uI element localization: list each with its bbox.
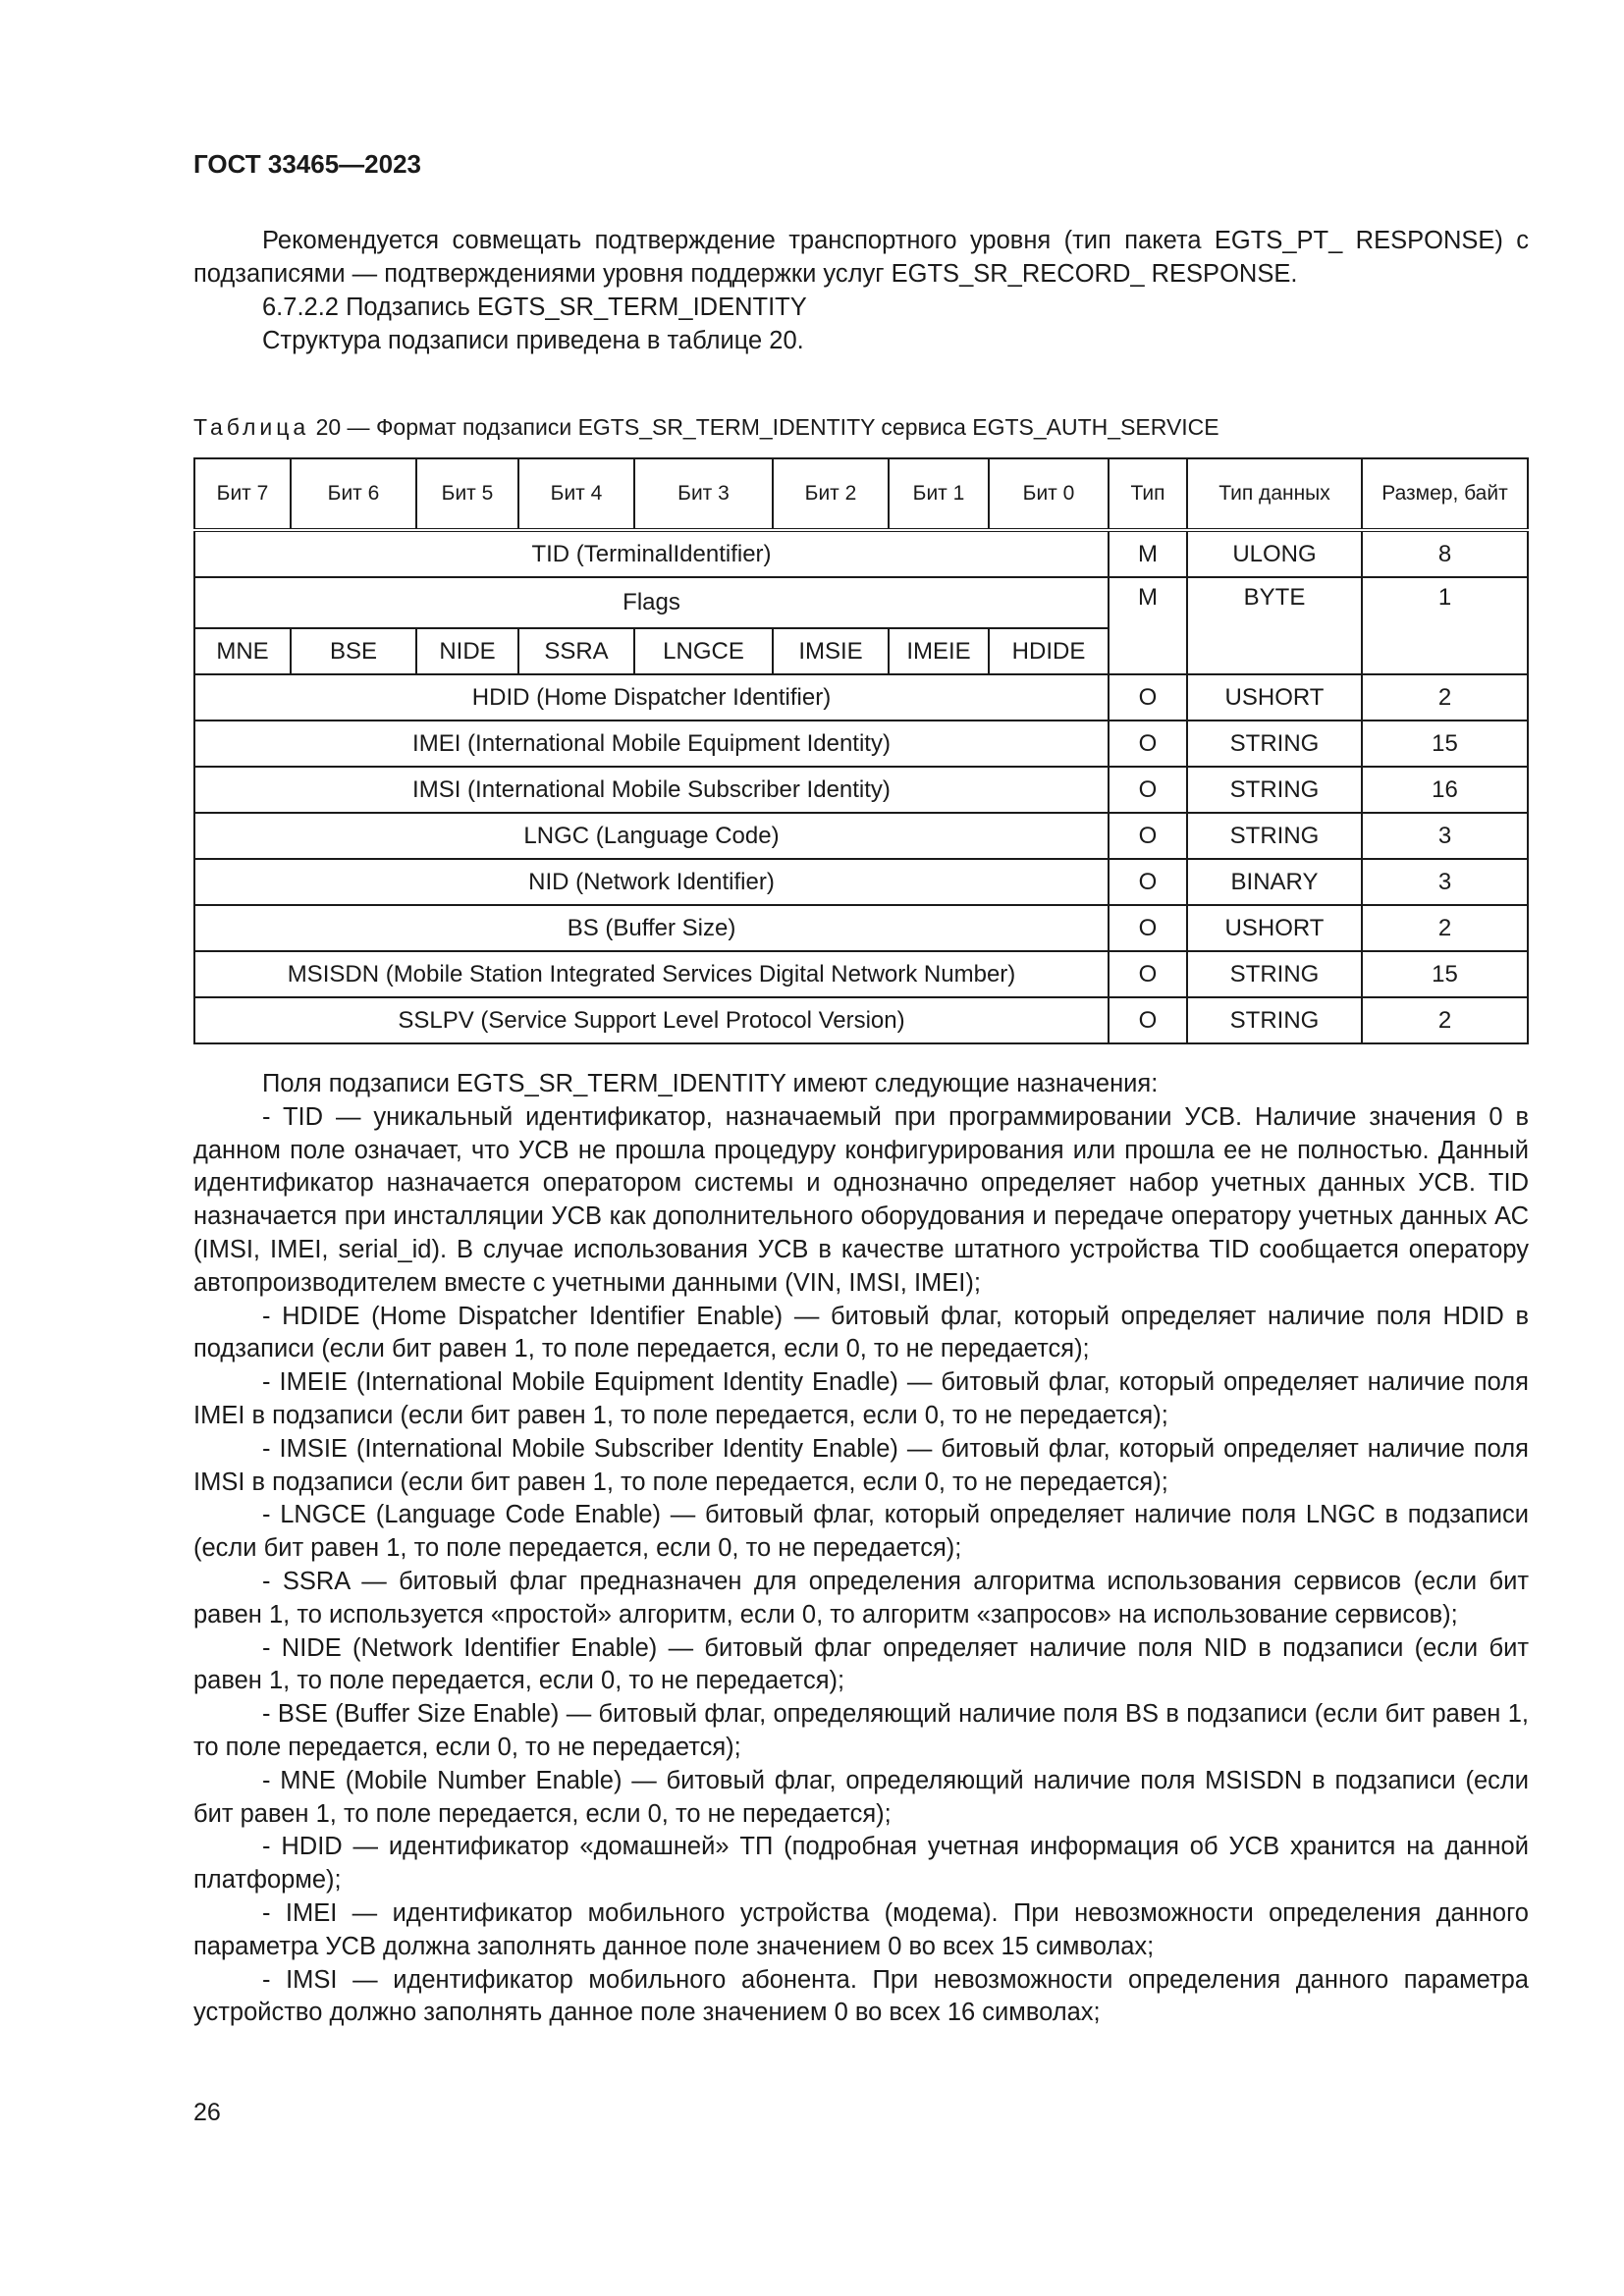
table-row xyxy=(194,859,1528,905)
description-paragraph: - IMEIE (International Mobile Equipment Identity Enadle) — битовый флаг, который определяет наличие поля IMEI в подзаписи (если бит равен 1, то поле передается, если 0, то не передается); xyxy=(193,1368,1529,1429)
field-datatype-cell: USHORT xyxy=(1187,905,1362,951)
table-row xyxy=(194,813,1528,859)
field-name-cell: BS (Buffer Size) xyxy=(194,905,1109,951)
field-name-cell: NID (Network Identifier) xyxy=(194,859,1109,905)
table-row xyxy=(194,577,1528,628)
field-size-cell: 3 xyxy=(1362,813,1528,859)
field-datatype-cell: STRING xyxy=(1187,997,1362,1043)
empty-cell xyxy=(1362,628,1528,674)
intro-section xyxy=(193,224,1529,357)
description-paragraph: - HDIDE (Home Dispatcher Identifier Enable) — битовый флаг, который определяет наличие поля HDID в подзаписи (если бит равен 1, то поле передается, если 0, то не передается); xyxy=(193,1302,1529,1363)
table-row xyxy=(194,674,1528,721)
header-cell: Бит 5 xyxy=(416,458,518,530)
table-row xyxy=(194,951,1528,997)
format-table xyxy=(193,457,1529,1044)
field-datatype-cell: STRING xyxy=(1187,767,1362,813)
header-cell: Бит 1 xyxy=(889,458,989,530)
table-row xyxy=(194,905,1528,951)
description-paragraph: Поля подзаписи EGTS_SR_TERM_IDENTITY имеют следующие назначения: xyxy=(262,1070,1159,1097)
field-type-cell: M xyxy=(1109,530,1187,577)
field-name-cell: IMEI (International Mobile Equipment Identity) xyxy=(194,721,1109,767)
field-name-cell: MSISDN (Mobile Station Integrated Services Digital Network Number) xyxy=(194,951,1109,997)
flag-bit-cell: SSRA xyxy=(518,628,634,674)
field-name-cell: LNGC (Language Code) xyxy=(194,813,1109,859)
table-header-row xyxy=(194,458,1528,530)
header-cell: Бит 2 xyxy=(773,458,889,530)
field-size-cell: 2 xyxy=(1362,997,1528,1043)
field-size-cell: 15 xyxy=(1362,721,1528,767)
table-row xyxy=(194,997,1528,1043)
field-size-cell: 2 xyxy=(1362,674,1528,721)
header-cell: Размер, байт xyxy=(1362,458,1528,530)
field-type-cell: O xyxy=(1109,905,1187,951)
field-size-cell: 16 xyxy=(1362,767,1528,813)
field-name-cell: HDID (Home Dispatcher Identifier) xyxy=(194,674,1109,721)
field-type-cell: O xyxy=(1109,721,1187,767)
description-paragraph: - HDID — идентификатор «домашней» ТП (подробная учетная информация об УСВ хранится на данной платформе); xyxy=(193,1833,1529,1895)
field-name-cell: IMSI (International Mobile Subscriber Identity) xyxy=(194,767,1109,813)
flag-bit-cell: MNE xyxy=(194,628,291,674)
field-size-cell: 3 xyxy=(1362,859,1528,905)
flag-bit-cell: HDIDE xyxy=(989,628,1109,674)
field-type-cell: M xyxy=(1109,577,1187,628)
header-cell: Бит 3 xyxy=(634,458,773,530)
intro-paragraph: Рекомендуется совмещать подтверждение транспортного уровня (тип пакета EGTS_PT_ RESPONSE) с подзаписями — подтверждениями уровня поддержки услуг EGTS_SR_RECORD_ RESPONSE. xyxy=(193,227,1529,288)
empty-cell xyxy=(1187,628,1362,674)
document-header: ГОСТ 33465—2023 xyxy=(193,149,421,179)
field-size-cell: 8 xyxy=(1362,530,1528,577)
field-size-cell: 1 xyxy=(1362,577,1528,628)
table-row xyxy=(194,721,1528,767)
flag-bit-cell: IMSIE xyxy=(773,628,889,674)
field-datatype-cell: BINARY xyxy=(1187,859,1362,905)
field-type-cell: O xyxy=(1109,767,1187,813)
field-datatype-cell: STRING xyxy=(1187,951,1362,997)
field-size-cell: 15 xyxy=(1362,951,1528,997)
field-datatype-cell: STRING xyxy=(1187,721,1362,767)
header-cell: Бит 0 xyxy=(989,458,1109,530)
header-cell: Бит 6 xyxy=(291,458,416,530)
description-paragraph: - IMSI — идентификатор мобильного абонента. При невозможности определения данного параметра устройство должно заполнять данное поле значением 0 во всех 16 символах; xyxy=(193,1965,1529,2027)
field-type-cell: O xyxy=(1109,951,1187,997)
page-number: 26 xyxy=(193,2099,221,2126)
description-paragraph: - LNGCE (Language Code Enable) — битовый флаг, который определяет наличие поля LNGC в подзаписи (если бит равен 1, то поле передается, если 0, то не передается); xyxy=(193,1501,1529,1563)
header-cell: Бит 4 xyxy=(518,458,634,530)
header-cell: Бит 7 xyxy=(194,458,291,530)
flag-bit-cell: BSE xyxy=(291,628,416,674)
flag-bit-cell: IMEIE xyxy=(889,628,989,674)
intro-paragraph: Структура подзаписи приведена в таблице 20. xyxy=(262,327,804,354)
field-datatype-cell: STRING xyxy=(1187,813,1362,859)
field-datatype-cell: USHORT xyxy=(1187,674,1362,721)
empty-cell xyxy=(1109,628,1187,674)
table-row xyxy=(194,767,1528,813)
flag-bit-cell: LNGCE xyxy=(634,628,773,674)
table-caption-text: 20 — Формат подзаписи EGTS_SR_TERM_IDENTITY сервиса EGTS_AUTH_SERVICE xyxy=(309,414,1219,440)
flag-bits-row xyxy=(194,628,1528,674)
field-size-cell: 2 xyxy=(1362,905,1528,951)
description-paragraph: - MNE (Mobile Number Enable) — битовый флаг, определяющий наличие поля MSISDN в подзаписи (если бит равен 1, то поле передается, если 0, то не передается); xyxy=(193,1766,1529,1828)
description-paragraph: - TID — уникальный идентификатор, назначаемый при программировании УСВ. Наличие значения 0 в данном поле означает, что УСВ не прошла процедуру конфигурирования или прошла ее не полностью. Данный идентификатор назначается оператором системы и однозначно определяет набор учетных данных УСВ. TID назначается при инсталляции УСВ как дополнительного оборудования и передаче оператору учетных данных АС (IMSI, IMEI, serial_id). В случае использования УСВ в качестве штатного устройства TID сообщается оператору автопроизводителем вместе с учетными данными (VIN, IMSI, IMEI); xyxy=(193,1102,1529,1297)
header-cell: Тип данных xyxy=(1187,458,1362,530)
table-caption-label: Таблица xyxy=(193,414,310,440)
description-paragraph: - SSRA — битовый флаг предназначен для определения алгоритма использования сервисов (если бит равен 1, то используется «простой» алгоритм, если 0, то алгоритм «запросов» на использование сервисов); xyxy=(193,1567,1529,1629)
field-name-cell: SSLPV (Service Support Level Protocol Version) xyxy=(194,997,1109,1043)
table-row xyxy=(194,530,1528,577)
field-name-cell: Flags xyxy=(194,577,1109,628)
field-datatype-cell: ULONG xyxy=(1187,530,1362,577)
description-paragraph: - NIDE (Network Identifier Enable) — битовый флаг определяет наличие поля NID в подзаписи (если бит равен 1, то поле передается, если 0, то не передается); xyxy=(193,1633,1529,1695)
description-paragraph: - IMEI — идентификатор мобильного устройства (модема). При невозможности определения данного параметра УСВ должна заполнять данное поле значением 0 во всех 15 символах; xyxy=(193,1898,1529,1960)
field-descriptions xyxy=(193,1068,1529,2030)
description-paragraph: - IMSIE (International Mobile Subscriber Identity Enable) — битовый флаг, который определяет наличие поля IMSI в подзаписи (если бит равен 1, то поле передается, если 0, то не передается); xyxy=(193,1434,1529,1496)
header-cell: Тип xyxy=(1109,458,1187,530)
field-type-cell: O xyxy=(1109,813,1187,859)
field-name-cell: TID (TerminalIdentifier) xyxy=(194,530,1109,577)
field-type-cell: O xyxy=(1109,859,1187,905)
section-heading: 6.7.2.2 Подзапись EGTS_SR_TERM_IDENTITY xyxy=(262,294,807,321)
field-type-cell: O xyxy=(1109,674,1187,721)
field-datatype-cell: BYTE xyxy=(1187,577,1362,628)
field-type-cell: O xyxy=(1109,997,1187,1043)
description-paragraph: - BSE (Buffer Size Enable) — битовый флаг, определяющий наличие поля BS в подзаписи (если бит равен 1, то поле передается, если 0, то не передается); xyxy=(193,1700,1529,1761)
table-caption xyxy=(193,414,1219,441)
flag-bit-cell: NIDE xyxy=(416,628,518,674)
